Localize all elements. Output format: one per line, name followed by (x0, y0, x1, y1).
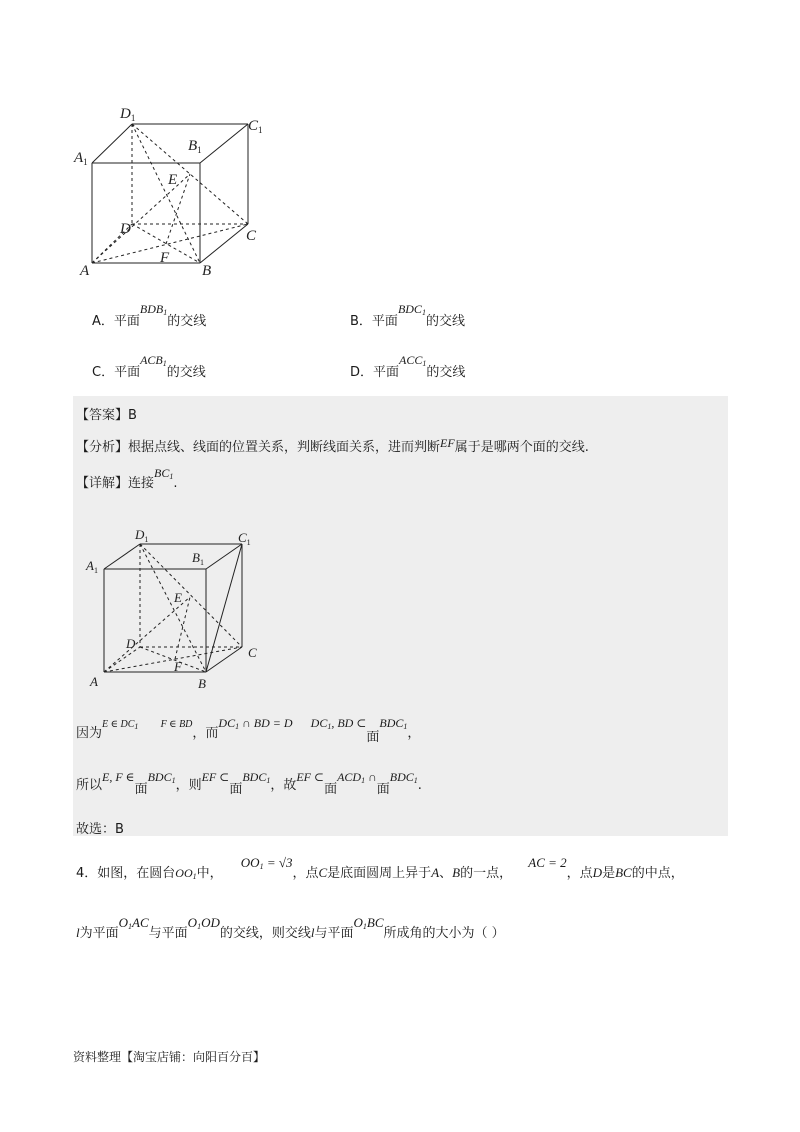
fig2-label-B: B (198, 676, 206, 691)
proof-line-2: 所以E, F ∈面BDC1，则EF ⊂面BDC1，故EF ⊂面ACD1 ∩面BDC1. (76, 770, 422, 797)
fig2-label-A: A (90, 674, 98, 689)
cube-figure-1 (70, 100, 280, 280)
fig2-label-D1: $D_1$ (135, 527, 149, 544)
answer-label: 【答案】B (76, 408, 137, 423)
label-C: C (246, 228, 257, 244)
cube-figure-2 (80, 522, 280, 692)
label-C1: $C_1$ (248, 118, 263, 135)
proof-line-1: 因为$^{E \in DC_1}$ $^{F \in BD}$，而DC1 ∩ BD = D DC1, BD ⊂面BDC1， (76, 716, 421, 745)
option-A[interactable]: A．平面BDB1的交线 (92, 302, 207, 329)
option-B[interactable]: B．平面BDC1的交线 (350, 302, 465, 329)
detail-line: 【详解】连接BC1. (76, 466, 178, 491)
label-F: F (160, 250, 170, 266)
fig2-label-B1: $B_1$ (192, 550, 204, 567)
label-A1: $A_1$ (74, 150, 88, 167)
label-D1: $D_1$ (120, 106, 136, 123)
question-4-line-1: 4．如图，在圆台OO1中， OO1 = √3，点C是底面圆周上异于A、B的一点， AC = 2，点D是BC的中点， (76, 855, 684, 881)
fig2-label-A1: $A_1$ (86, 558, 98, 575)
label-B: B (202, 263, 212, 279)
label-A: A (80, 263, 90, 279)
label-D: D (120, 221, 131, 237)
final-answer: 故选：B (76, 822, 124, 837)
footer-source: 资料整理【淘宝店铺：向阳百分百】 (73, 1050, 266, 1064)
label-E: E (168, 172, 178, 188)
fig2-label-F: F (174, 659, 182, 674)
question-4-line-2: l为平面O1AC与平面O1OD的交线，则交线l与平面O1BC所成角的大小为（ ） (76, 915, 505, 941)
fig2-label-D: D (126, 636, 136, 651)
fig2-label-C1: $C_1$ (238, 530, 251, 547)
option-D[interactable]: D．平面ACC1的交线 (350, 353, 466, 380)
fig2-label-C: C (248, 645, 257, 660)
fig2-label-E: E (174, 590, 182, 605)
option-C[interactable]: C．平面ACB1的交线 (92, 353, 206, 380)
analysis-line: 【分析】根据点线、线面的位置关系，判断线面关系，进而判断EF属于是哪两个面的交线. (76, 436, 589, 455)
label-B1: $B_1$ (188, 138, 202, 155)
